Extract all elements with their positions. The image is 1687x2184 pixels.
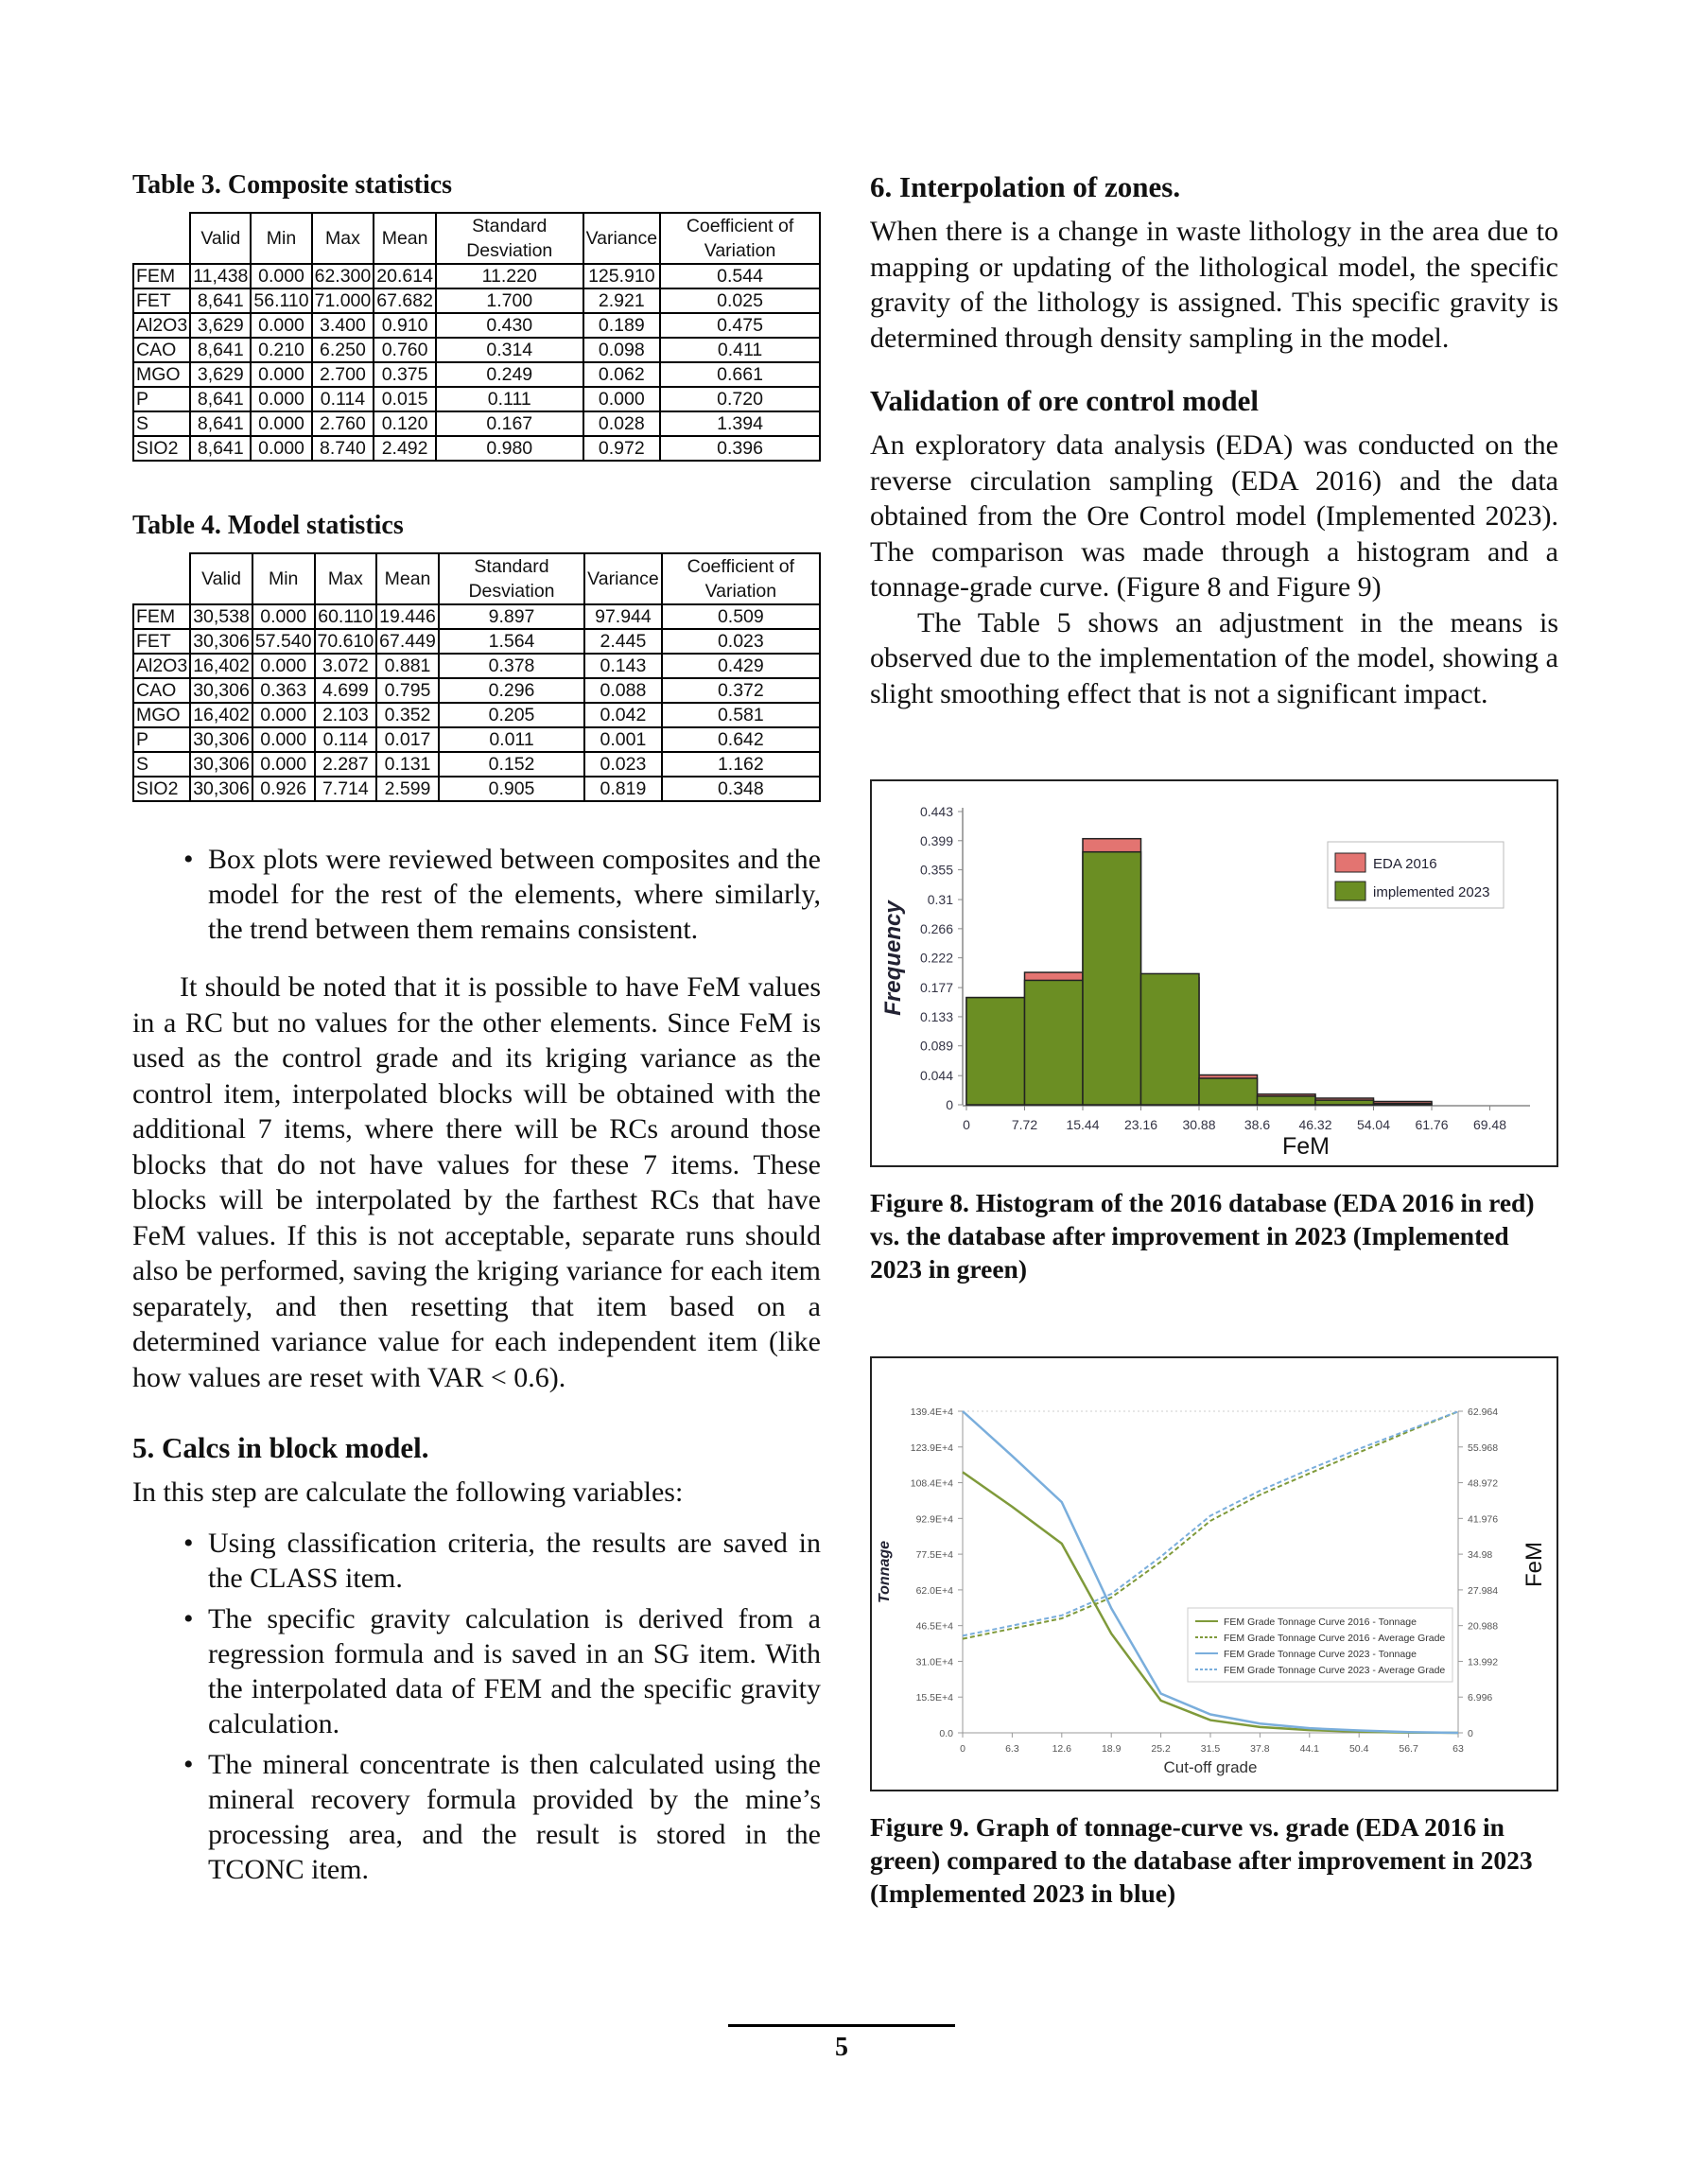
table-cell: 8,641 xyxy=(190,411,251,436)
table-cell: 8,641 xyxy=(190,436,251,461)
table-cell: 16,402 xyxy=(190,703,252,727)
table-cell: 0.910 xyxy=(374,313,436,338)
table-cell: 2.700 xyxy=(312,362,374,387)
row-label-cell: SIO2 xyxy=(133,777,190,801)
table-cell: 30,306 xyxy=(190,678,252,703)
bar-implemented-2023 xyxy=(1258,1096,1316,1105)
table-cell: 0.088 xyxy=(584,678,662,703)
table-cell: 60.110 xyxy=(315,604,377,629)
y-axis-label: Tonnage xyxy=(877,1540,893,1604)
bar-implemented-2023 xyxy=(1199,1078,1258,1105)
table-cell: 0.926 xyxy=(252,777,315,801)
table-row xyxy=(133,338,820,362)
table-row xyxy=(133,654,820,678)
row-label-cell: Al2O3 xyxy=(133,313,190,338)
plot-area xyxy=(963,1411,1458,1733)
table-cell: 0.000 xyxy=(251,436,311,461)
x-tick-label: 6.3 xyxy=(1005,1743,1019,1755)
table-cell: 0.023 xyxy=(584,752,662,777)
x-axis-label: FeM xyxy=(1282,1133,1330,1160)
table-cell: 0.167 xyxy=(436,411,583,436)
left-column xyxy=(132,170,821,1893)
table-cell: 0.000 xyxy=(252,752,315,777)
y2-tick-label: 34.98 xyxy=(1468,1549,1493,1562)
table-cell: 125.910 xyxy=(583,264,661,288)
page-footer xyxy=(728,2024,955,2063)
y2-tick-label: 13.992 xyxy=(1468,1656,1499,1669)
y2-axis-label: FeM xyxy=(1522,1542,1547,1587)
table-cell: 8,641 xyxy=(190,338,251,362)
legend-label: EDA 2016 xyxy=(1373,856,1437,872)
table-cell: 0.189 xyxy=(583,313,661,338)
table-cell: 1.700 xyxy=(436,288,583,313)
table-row xyxy=(133,411,820,436)
x-tick-label: 54.04 xyxy=(1356,1117,1391,1132)
table-row xyxy=(133,604,820,629)
table-row xyxy=(133,752,820,777)
column-header: Mean xyxy=(374,213,436,264)
row-label-cell: CAO xyxy=(133,678,190,703)
y-tick-label: 139.4E+4 xyxy=(910,1406,953,1418)
x-tick-label: 25.2 xyxy=(1151,1743,1171,1755)
table-cell: 1.394 xyxy=(660,411,820,436)
x-tick-label: 23.16 xyxy=(1123,1117,1158,1132)
table-cell: 30,306 xyxy=(190,752,252,777)
table3-caption: Table 3. Composite statistics xyxy=(132,170,453,200)
table-cell: 0.363 xyxy=(252,678,315,703)
y-tick-label: 0.222 xyxy=(919,950,953,966)
table-row xyxy=(133,727,820,752)
row-label-cell: S xyxy=(133,752,190,777)
table-cell: 0.042 xyxy=(584,703,662,727)
series-line xyxy=(963,1472,1458,1733)
legend xyxy=(1188,1608,1452,1682)
table-cell: 0.396 xyxy=(660,436,820,461)
paragraph-interpolation: When there is a change in waste lithology in the area due to mapping or updating of the lithological model, the specific gravity of the lithology is assigned. This specific gravity is determined through density sampling in the model. xyxy=(870,216,1558,354)
table-cell: 0.720 xyxy=(660,387,820,411)
table-cell: 3.072 xyxy=(315,654,377,678)
table-cell: 30,306 xyxy=(190,777,252,801)
bar-implemented-2023 xyxy=(1374,1104,1433,1105)
column-header: Coefficient of Variation xyxy=(660,213,820,264)
table-cell: 70.610 xyxy=(315,629,377,654)
legend-label: FEM Grade Tonnage Curve 2016 - Average Grade xyxy=(1224,1633,1446,1644)
x-tick-label: 37.8 xyxy=(1250,1743,1270,1755)
table-cell: 0.000 xyxy=(252,703,315,727)
x-tick-label: 56.7 xyxy=(1399,1743,1418,1755)
table-cell: 11.220 xyxy=(436,264,583,288)
table-cell: 67.682 xyxy=(374,288,436,313)
x-tick-label: 0 xyxy=(960,1743,965,1755)
x-tick-label: 15.44 xyxy=(1066,1117,1100,1132)
table-cell: 0.114 xyxy=(312,387,374,411)
table-cell: 0.378 xyxy=(439,654,584,678)
table-cell: 4.699 xyxy=(315,678,377,703)
table-cell: 0.314 xyxy=(436,338,583,362)
legend-swatch xyxy=(1335,882,1365,900)
table-cell: 0.475 xyxy=(660,313,820,338)
table-cell: 0.023 xyxy=(662,629,820,654)
table-cell: 0.028 xyxy=(583,411,661,436)
y-tick-label: 108.4E+4 xyxy=(910,1477,953,1490)
x-tick-label: 30.88 xyxy=(1182,1117,1216,1132)
section-heading-interpolation: 6. Interpolation of zones. xyxy=(870,170,1181,203)
y2-tick-label: 6.996 xyxy=(1468,1692,1493,1704)
bullet-list-boxplots xyxy=(132,842,821,947)
table-cell: 0.011 xyxy=(439,727,584,752)
table-cell: 0.795 xyxy=(376,678,439,703)
table-cell: 0.760 xyxy=(374,338,436,362)
paragraph-validation-2: The Table 5 shows an adjustment in the means is observed due to the implementation of the model, showing a slight smoothing effect that is not a significant impact. xyxy=(870,606,1558,709)
table-row xyxy=(133,777,820,801)
series-line xyxy=(963,1411,1458,1733)
column-header: Valid xyxy=(190,553,252,604)
y2-tick-label: 55.968 xyxy=(1468,1441,1499,1454)
figure9-tonnage-grade-chart xyxy=(872,1358,1557,1790)
y-tick-label: 46.5E+4 xyxy=(915,1620,953,1633)
table-cell: 62.300 xyxy=(312,264,374,288)
y-tick-label: 0.443 xyxy=(919,804,953,819)
table-cell: 20.614 xyxy=(374,264,436,288)
column-header: Max xyxy=(315,553,377,604)
table-cell: 0.000 xyxy=(252,604,315,629)
table-cell: 6.250 xyxy=(312,338,374,362)
paragraph-calcs-intro: In this step are calculate the following variables: xyxy=(132,1476,684,1508)
row-label-cell: CAO xyxy=(133,338,190,362)
y-tick-label: 0.266 xyxy=(919,920,953,936)
column-header: Mean xyxy=(376,553,439,604)
table-cell: 0.352 xyxy=(376,703,439,727)
y2-tick-label: 41.976 xyxy=(1468,1513,1499,1526)
y-axis-label: Frequency xyxy=(880,900,906,1016)
table-cell: 0.905 xyxy=(439,777,584,801)
table4 xyxy=(132,552,821,802)
table-cell: 0.017 xyxy=(376,727,439,752)
y-tick-label: 0.0 xyxy=(939,1728,953,1739)
right-column xyxy=(870,170,1558,1908)
table-row xyxy=(133,436,820,461)
legend-label: implemented 2023 xyxy=(1373,884,1490,900)
column-header: Min xyxy=(251,213,311,264)
bullet-class: • Using classification criteria, the results are saved in the CLASS item. xyxy=(208,1526,821,1596)
table-cell: 0.114 xyxy=(315,727,377,752)
table-cell: 3.400 xyxy=(312,313,374,338)
y-tick-label: 0 xyxy=(946,1097,953,1112)
table-corner-cell xyxy=(133,553,190,604)
table-cell: 67.449 xyxy=(376,629,439,654)
bullet-list-calcs xyxy=(132,1526,821,1887)
y2-tick-label: 62.964 xyxy=(1468,1406,1499,1418)
table-cell: 2.287 xyxy=(315,752,377,777)
table-cell: 0.120 xyxy=(374,411,436,436)
table-cell: 71.000 xyxy=(312,288,374,313)
table-cell: 0.372 xyxy=(662,678,820,703)
table-cell: 0.000 xyxy=(251,313,311,338)
table-cell: 30,306 xyxy=(190,629,252,654)
table-cell: 2.921 xyxy=(583,288,661,313)
table-cell: 0.509 xyxy=(662,604,820,629)
y-tick-label: 62.0E+4 xyxy=(915,1584,953,1597)
table-cell: 0.062 xyxy=(583,362,661,387)
page-number: 5 xyxy=(835,2033,848,2062)
table-cell: 0.881 xyxy=(376,654,439,678)
column-header: Variance xyxy=(583,213,661,264)
table-cell: 8.740 xyxy=(312,436,374,461)
table-cell: 1.162 xyxy=(662,752,820,777)
table-cell: 0.581 xyxy=(662,703,820,727)
table-row xyxy=(133,387,820,411)
column-header: Variance xyxy=(584,553,662,604)
table-cell: 0.210 xyxy=(251,338,311,362)
bullet-boxplots: • Box plots were reviewed between composites and the model for the rest of the elements, where similarly, the trend between them remains consistent. xyxy=(208,842,821,947)
y-tick-label: 77.5E+4 xyxy=(915,1549,953,1562)
paragraph-fem-values: It should be noted that it is possible to have FeM values in a RC but no values for the other elements. Since FeM is used as the control grade and its kriging variance as the control item, interpolated blocks will be obtained with the additional 7 items, where there will be RCs around those blocks that do not have values for these 7 items. These blocks will be interpolated by the farthest RCs that have FeM values. If this is not acceptable, separate runs should also be performed, saving the kriging variance for each item separately, and then resetting that item based on a determined variance value for each independent item (like how values are reset with VAR < 0.6). xyxy=(132,971,821,1393)
x-tick-label: 61.76 xyxy=(1415,1117,1449,1132)
bar-implemented-2023 xyxy=(1315,1100,1374,1105)
legend-label: FEM Grade Tonnage Curve 2023 - Tonnage xyxy=(1224,1649,1417,1660)
x-tick-label: 38.6 xyxy=(1244,1117,1271,1132)
y2-tick-label: 0 xyxy=(1468,1728,1473,1739)
series-line xyxy=(963,1411,1458,1635)
figure9-caption: Figure 9. Graph of tonnage-curve vs. grade (EDA 2016 in green) compared to the database after improvement in 2023 (Implemented 2023 in blue) xyxy=(870,1812,1533,1908)
row-label-cell: FEM xyxy=(133,264,190,288)
y2-tick-label: 20.988 xyxy=(1468,1620,1499,1633)
table-row xyxy=(133,313,820,338)
legend-swatch xyxy=(1335,853,1365,872)
table-cell: 2.760 xyxy=(312,411,374,436)
x-tick-label: 69.48 xyxy=(1472,1117,1507,1132)
table-cell: 0.000 xyxy=(252,654,315,678)
table-row xyxy=(133,703,820,727)
footer-rule xyxy=(728,2024,955,2027)
y-tick-label: 0.399 xyxy=(919,832,953,848)
table-cell: 0.296 xyxy=(439,678,584,703)
y-tick-label: 123.9E+4 xyxy=(910,1441,953,1454)
table-row xyxy=(133,629,820,654)
table-cell: 0.000 xyxy=(251,387,311,411)
table-cell: 0.980 xyxy=(436,436,583,461)
table-cell: 3,629 xyxy=(190,313,251,338)
table-cell: 11,438 xyxy=(190,264,251,288)
table-cell: 2.599 xyxy=(376,777,439,801)
column-header: Standard Desviation xyxy=(439,553,584,604)
row-label-cell: FET xyxy=(133,629,190,654)
column-header: Coefficient of Variation xyxy=(662,553,820,604)
paragraph-validation-1: An exploratory data analysis (EDA) was conducted on the reverse circulation sampling (EDA 2016) and the data obtained from the Ore Control model (Implemented 2023). The comparison was made through a histogram and a tonnage-grade curve. (Figure 8 and Figure 9) xyxy=(870,429,1558,603)
legend xyxy=(1328,842,1504,908)
table-cell: 2.103 xyxy=(315,703,377,727)
x-tick-label: 44.1 xyxy=(1299,1743,1320,1755)
table-cell: 0.661 xyxy=(660,362,820,387)
table-cell: 30,538 xyxy=(190,604,252,629)
table-cell: 0.015 xyxy=(374,387,436,411)
row-label-cell: SIO2 xyxy=(133,436,190,461)
table-cell: 8,641 xyxy=(190,288,251,313)
table-cell: 0.098 xyxy=(583,338,661,362)
row-label-cell: MGO xyxy=(133,362,190,387)
table-cell: 0.972 xyxy=(583,436,661,461)
bar-implemented-2023 xyxy=(1141,973,1200,1105)
y-tick-label: 15.5E+4 xyxy=(915,1692,953,1704)
table-cell: 0.131 xyxy=(376,752,439,777)
row-label-cell: MGO xyxy=(133,703,190,727)
column-header: Standard Desviation xyxy=(436,213,583,264)
figure8-histogram xyxy=(872,781,1557,1165)
y-tick-label: 0.089 xyxy=(919,1038,953,1054)
table-cell: 0.642 xyxy=(662,727,820,752)
table-corner-cell xyxy=(133,213,190,264)
bar-implemented-2023 xyxy=(966,998,1025,1105)
row-label-cell: P xyxy=(133,727,190,752)
table3 xyxy=(132,212,821,462)
figure9-frame xyxy=(870,1356,1558,1791)
row-label-cell: FEM xyxy=(133,604,190,629)
x-tick-label: 50.4 xyxy=(1348,1743,1369,1755)
table-cell: 0.111 xyxy=(436,387,583,411)
table-cell: 3,629 xyxy=(190,362,251,387)
x-tick-label: 31.5 xyxy=(1200,1743,1221,1755)
table-row xyxy=(133,362,820,387)
table-cell: 0.544 xyxy=(660,264,820,288)
y-tick-label: 92.9E+4 xyxy=(915,1513,953,1526)
table-cell: 30,306 xyxy=(190,727,252,752)
table-cell: 0.001 xyxy=(584,727,662,752)
table-row xyxy=(133,264,820,288)
y-tick-label: 0.177 xyxy=(919,980,953,996)
table-cell: 0.000 xyxy=(251,362,311,387)
table-cell: 2.492 xyxy=(374,436,436,461)
figure8-caption: Figure 8. Histogram of the 2016 database (EDA 2016 in red) vs. the database after improvement in 2023 (Implemented 2023 in green) xyxy=(870,1188,1535,1284)
y-tick-label: 0.044 xyxy=(919,1068,953,1084)
y-tick-label: 31.0E+4 xyxy=(915,1656,953,1669)
table-cell: 0.000 xyxy=(251,411,311,436)
legend-label: FEM Grade Tonnage Curve 2016 - Tonnage xyxy=(1224,1616,1417,1628)
table-cell: 0.819 xyxy=(584,777,662,801)
row-label-cell: P xyxy=(133,387,190,411)
section-heading-validation: Validation of ore control model xyxy=(870,384,1260,417)
row-label-cell: S xyxy=(133,411,190,436)
table-cell: 0.152 xyxy=(439,752,584,777)
table-cell: 97.944 xyxy=(584,604,662,629)
row-label-cell: Al2O3 xyxy=(133,654,190,678)
table-cell: 0.000 xyxy=(251,264,311,288)
bullet-mineral-concentrate: • The mineral concentrate is then calculated using the mineral recovery formula provided by the mine’s processing area, and the result is stored in the TCONC item. xyxy=(208,1747,821,1887)
x-tick-label: 18.9 xyxy=(1101,1743,1122,1755)
table-cell: 0.143 xyxy=(584,654,662,678)
column-header: Valid xyxy=(190,213,251,264)
table-row xyxy=(133,678,820,703)
table-cell: 0.375 xyxy=(374,362,436,387)
table-cell: 0.249 xyxy=(436,362,583,387)
table-cell: 0.205 xyxy=(439,703,584,727)
table-cell: 2.445 xyxy=(584,629,662,654)
x-tick-label: 0 xyxy=(963,1117,970,1132)
column-header: Max xyxy=(312,213,374,264)
table-cell: 56.110 xyxy=(251,288,311,313)
table4-caption: Table 4. Model statistics xyxy=(132,511,404,540)
table3-header-row xyxy=(133,213,820,264)
table-cell: 0.000 xyxy=(252,727,315,752)
table-cell: 16,402 xyxy=(190,654,252,678)
table-cell: 0.348 xyxy=(662,777,820,801)
y-tick-label: 0.133 xyxy=(919,1008,953,1024)
x-tick-label: 12.6 xyxy=(1052,1743,1072,1755)
x-tick-label: 46.32 xyxy=(1298,1117,1332,1132)
y2-tick-label: 27.984 xyxy=(1468,1584,1499,1597)
table-cell: 0.429 xyxy=(662,654,820,678)
table-cell: 8,641 xyxy=(190,387,251,411)
table-cell: 0.025 xyxy=(660,288,820,313)
table-row xyxy=(133,288,820,313)
row-label-cell: FET xyxy=(133,288,190,313)
table-cell: 9.897 xyxy=(439,604,584,629)
y-tick-label: 0.355 xyxy=(919,862,953,878)
x-axis-label: Cut-off grade xyxy=(1163,1758,1258,1776)
bullet-specific-gravity: • The specific gravity calculation is derived from a regression formula and is saved in an SG item. With the interpolated data of FEM and the specific gravity calculation. xyxy=(208,1601,821,1741)
bar-implemented-2023 xyxy=(1025,980,1084,1105)
bar-implemented-2023 xyxy=(1083,852,1141,1105)
legend-label: FEM Grade Tonnage Curve 2023 - Average Grade xyxy=(1224,1665,1446,1676)
x-tick-label: 63 xyxy=(1452,1743,1464,1755)
table-cell: 19.446 xyxy=(376,604,439,629)
table-cell: 57.540 xyxy=(252,629,315,654)
table-cell: 0.000 xyxy=(583,387,661,411)
table-cell: 1.564 xyxy=(439,629,584,654)
table-cell: 7.714 xyxy=(315,777,377,801)
y2-tick-label: 48.972 xyxy=(1468,1477,1499,1490)
y-tick-label: 0.31 xyxy=(927,892,953,908)
section-heading-calcs: 5. Calcs in block model. xyxy=(132,1431,429,1464)
column-header: Min xyxy=(252,553,315,604)
figure8-frame xyxy=(870,779,1558,1167)
table-cell: 0.411 xyxy=(660,338,820,362)
table4-header-row xyxy=(133,553,820,604)
table-cell: 0.430 xyxy=(436,313,583,338)
x-tick-label: 7.72 xyxy=(1011,1117,1038,1132)
